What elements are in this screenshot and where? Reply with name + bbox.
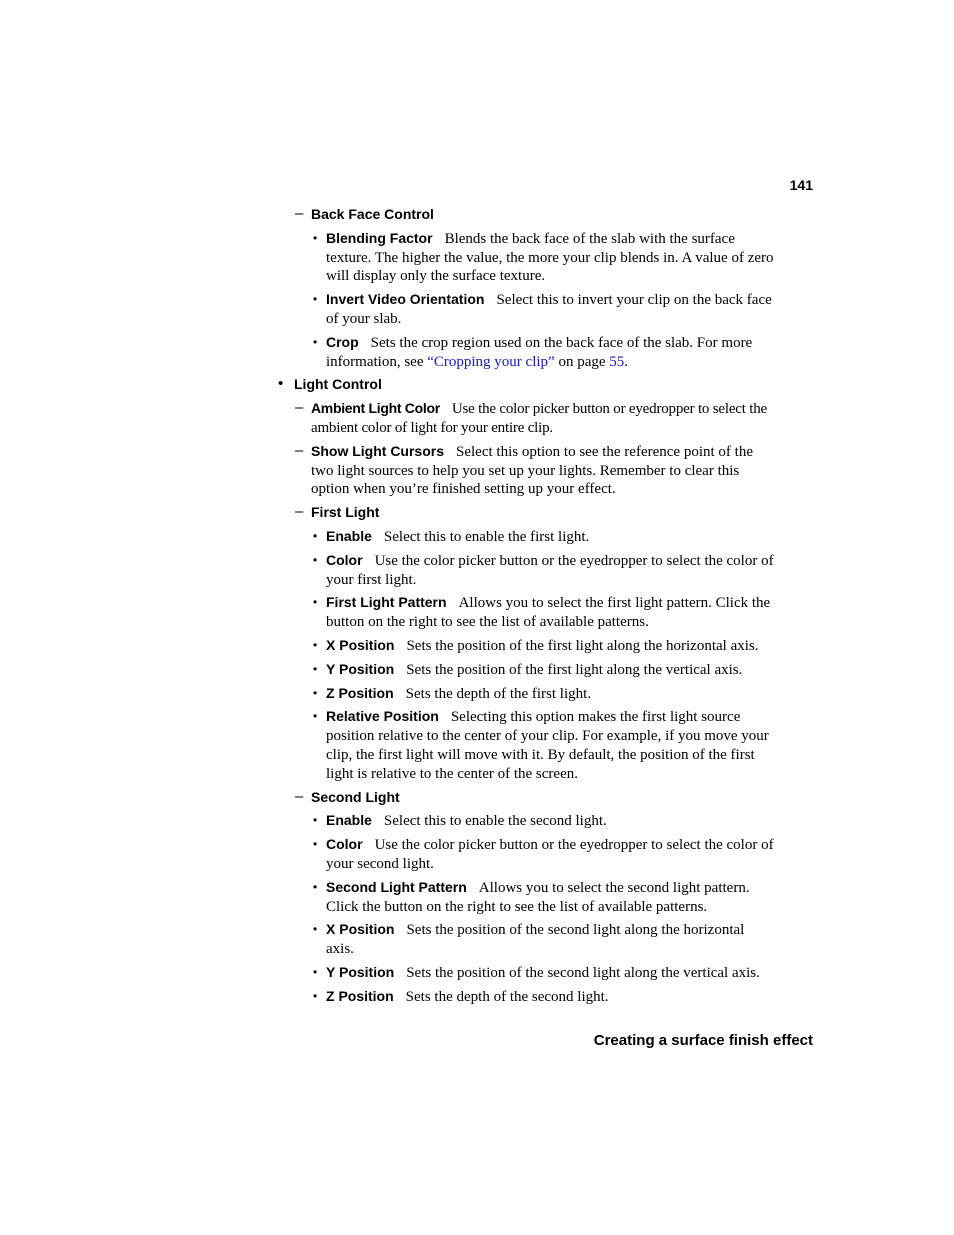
list-item bbox=[278, 636, 774, 656]
list-item bbox=[278, 835, 774, 874]
list-item bbox=[278, 399, 774, 438]
item-text: Use the color picker button or the eyedropper to select the color of your second light. bbox=[326, 837, 774, 872]
footer-title: Creating a surface finish effect bbox=[593, 1032, 813, 1049]
bullet-marker: • bbox=[313, 552, 318, 567]
item-text: Sets the crop region used on the back face of the slab. For more information, see bbox=[326, 334, 753, 370]
item-text: Select this option to see the reference point of the two light sources to help you set up your lights. Remember to clear this option when you’re finished setting up your effect. bbox=[311, 443, 753, 498]
list-item bbox=[278, 442, 774, 499]
bullet-marker: • bbox=[313, 964, 318, 979]
item-text: Use the color picker button or eyedropper to select the ambient color of light for your entire clip. bbox=[311, 401, 767, 436]
bullet-marker: • bbox=[313, 595, 318, 610]
item-term: Ambient Light Color bbox=[311, 400, 440, 417]
second-light-heading bbox=[278, 788, 774, 808]
item-text: Select this to enable the first light. bbox=[383, 528, 590, 545]
bullet-marker: • bbox=[313, 292, 318, 307]
list-item bbox=[278, 660, 774, 680]
item-text: Allows you to select the first light pattern. Click the button on the right to see the list of available patterns. bbox=[326, 595, 771, 631]
page-link[interactable]: 55 bbox=[609, 353, 625, 370]
item-term: Color bbox=[326, 551, 363, 568]
item-text: Use the color picker button or the eyedropper to select the color of your first light. bbox=[326, 552, 774, 588]
list-item bbox=[278, 811, 774, 831]
item-term: Enable bbox=[326, 527, 372, 544]
list-item bbox=[278, 333, 774, 372]
bullet-marker: • bbox=[278, 375, 284, 393]
list-item bbox=[278, 290, 774, 329]
item-term: Y Position bbox=[326, 963, 395, 980]
item-text: Sets the depth of the second light. bbox=[405, 988, 609, 1005]
item-text: Selecting this option makes the first light source position relative to the center of your clip. For example, if you move your clip, the first light will move with it. By default, the position of the first light is relative to the center of the screen. bbox=[326, 709, 769, 782]
bullet-marker: • bbox=[313, 813, 318, 828]
item-text: Select this to enable the second light. bbox=[383, 813, 607, 830]
dash-marker: – bbox=[295, 205, 304, 222]
page-number: 141 bbox=[789, 177, 813, 193]
item-text: Select this to invert your clip on the back face of your slab. bbox=[326, 292, 772, 327]
item-term: Show Light Cursors bbox=[311, 442, 444, 459]
item-term: Invert Video Orientation bbox=[326, 291, 485, 308]
cropping-link[interactable]: “Cropping your clip” bbox=[427, 353, 555, 370]
list-item bbox=[278, 684, 774, 704]
item-term: Relative Position bbox=[326, 708, 439, 725]
item-term: X Position bbox=[326, 921, 395, 938]
light-control-heading bbox=[278, 375, 774, 395]
item-term: Enable bbox=[326, 812, 372, 829]
bullet-marker: • bbox=[313, 709, 318, 724]
list-item bbox=[278, 593, 774, 632]
first-light-heading bbox=[278, 503, 774, 523]
item-term: First Light Pattern bbox=[326, 594, 447, 611]
item-text-mid: on page bbox=[558, 353, 606, 370]
item-term: Crop bbox=[326, 333, 359, 350]
bullet-marker: • bbox=[313, 334, 318, 349]
list-item bbox=[278, 527, 774, 547]
list-item bbox=[278, 920, 774, 959]
bullet-marker: • bbox=[313, 837, 318, 852]
section-title: Second Light bbox=[311, 788, 400, 805]
item-text: Allows you to select the second light pattern. Click the button on the right to see the list of available patterns. bbox=[326, 879, 750, 915]
section-title: Light Control bbox=[294, 376, 382, 393]
section-title: First Light bbox=[311, 504, 380, 521]
item-term: X Position bbox=[326, 636, 395, 653]
bullet-marker: • bbox=[313, 230, 318, 245]
dash-marker: – bbox=[295, 399, 304, 417]
item-term: Y Position bbox=[326, 660, 395, 677]
item-text: Sets the position of the second light along the vertical axis. bbox=[406, 964, 760, 981]
list-item bbox=[278, 987, 774, 1007]
item-text: Blends the back face of the slab with the surface texture. The higher the value, the more your clip blends in. A value of zero will display only the surface texture. bbox=[326, 230, 774, 285]
list-item bbox=[278, 551, 774, 590]
bullet-marker: • bbox=[313, 988, 318, 1003]
item-text: Sets the position of the first light along the vertical axis. bbox=[406, 661, 743, 678]
bullet-marker: • bbox=[313, 922, 318, 937]
bullet-marker: • bbox=[313, 637, 318, 652]
bullet-marker: • bbox=[313, 685, 318, 700]
item-text: Sets the position of the first light along the horizontal axis. bbox=[406, 637, 759, 654]
item-text: Sets the depth of the first light. bbox=[405, 685, 592, 702]
list-item bbox=[278, 878, 774, 917]
item-text-end: . bbox=[624, 353, 629, 370]
section-title: Back Face Control bbox=[311, 206, 434, 222]
list-item bbox=[278, 963, 774, 983]
dash-marker: – bbox=[295, 787, 304, 805]
bullet-marker: • bbox=[313, 661, 318, 676]
bullet-marker: • bbox=[313, 879, 318, 894]
bullet-marker: • bbox=[313, 528, 318, 543]
dash-marker: – bbox=[295, 503, 304, 521]
content bbox=[278, 205, 774, 1006]
item-term: Z Position bbox=[326, 684, 394, 701]
dash-marker: – bbox=[295, 441, 304, 459]
item-term: Blending Factor bbox=[326, 229, 433, 246]
item-text: Sets the position of the second light along the horizontal axis. bbox=[326, 922, 745, 958]
list-item bbox=[278, 707, 774, 783]
item-term: Color bbox=[326, 836, 363, 853]
item-term: Second Light Pattern bbox=[326, 878, 467, 895]
back-face-control-heading bbox=[278, 205, 774, 225]
list-item bbox=[278, 229, 774, 286]
item-term: Z Position bbox=[326, 987, 394, 1004]
